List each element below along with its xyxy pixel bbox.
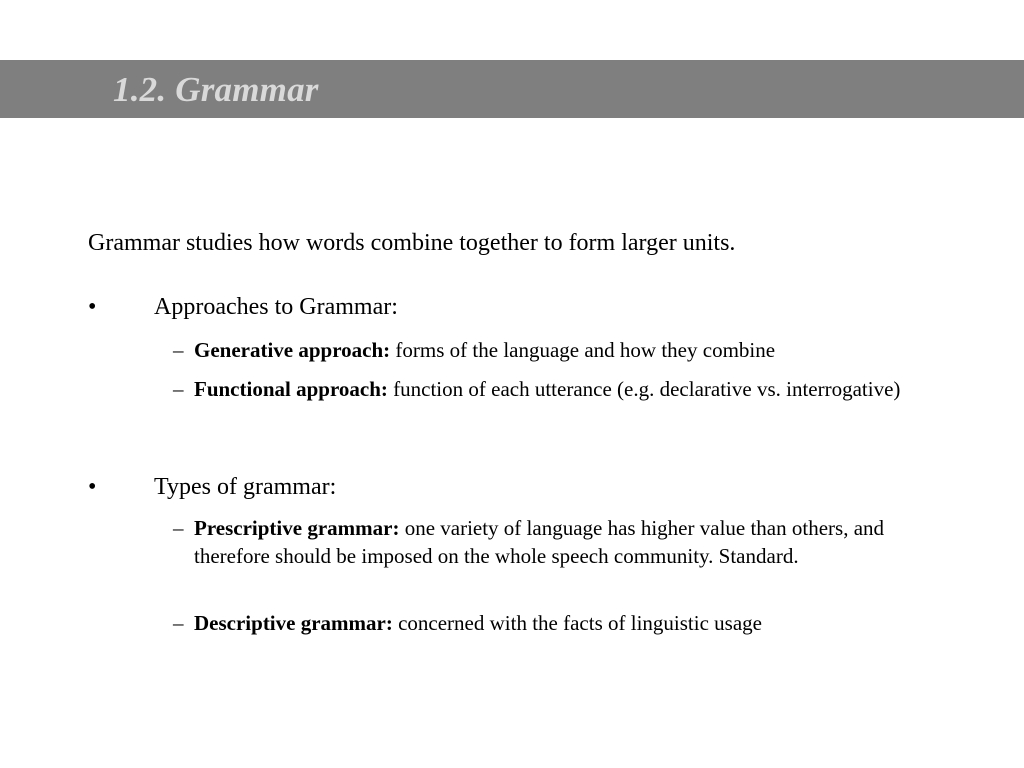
bullet-label: Approaches to Grammar: [154, 294, 398, 320]
dash-icon: – [173, 611, 184, 635]
bullet-icon: • [88, 294, 97, 320]
dash-icon: – [173, 377, 184, 401]
sub-item-content [194, 336, 933, 364]
sub-item-content [194, 375, 933, 403]
slide-title: 1.2. Grammar [113, 70, 319, 109]
sub-item-functional [173, 375, 933, 403]
sub-item-content [194, 609, 933, 637]
sub-item-description: concerned with the facts of linguistic usage [398, 611, 762, 635]
bullet-label: Types of grammar: [154, 474, 337, 500]
sub-item-description: forms of the language and how they combine [395, 338, 776, 362]
sub-item-content [194, 514, 933, 570]
dash-icon: – [173, 338, 184, 362]
sub-item-description: one variety of language has higher value than others, and therefore should be imposed on the whole speech community. Standard. [194, 516, 885, 568]
sub-item-term: Functional approach: [194, 377, 388, 401]
sub-item-generative [173, 336, 933, 364]
sub-item-term: Generative approach: [194, 338, 391, 362]
intro-text: Grammar studies how words combine together to form larger units. [88, 230, 736, 256]
sub-item-descriptive [173, 609, 933, 637]
sub-item-term: Prescriptive grammar: [194, 516, 400, 540]
dash-icon: – [173, 516, 184, 540]
bullet-icon: • [88, 474, 97, 500]
sub-item-prescriptive [173, 514, 933, 570]
sub-item-description: function of each utterance (e.g. declarative vs. interrogative) [393, 377, 901, 401]
sub-item-term: Descriptive grammar: [194, 611, 393, 635]
